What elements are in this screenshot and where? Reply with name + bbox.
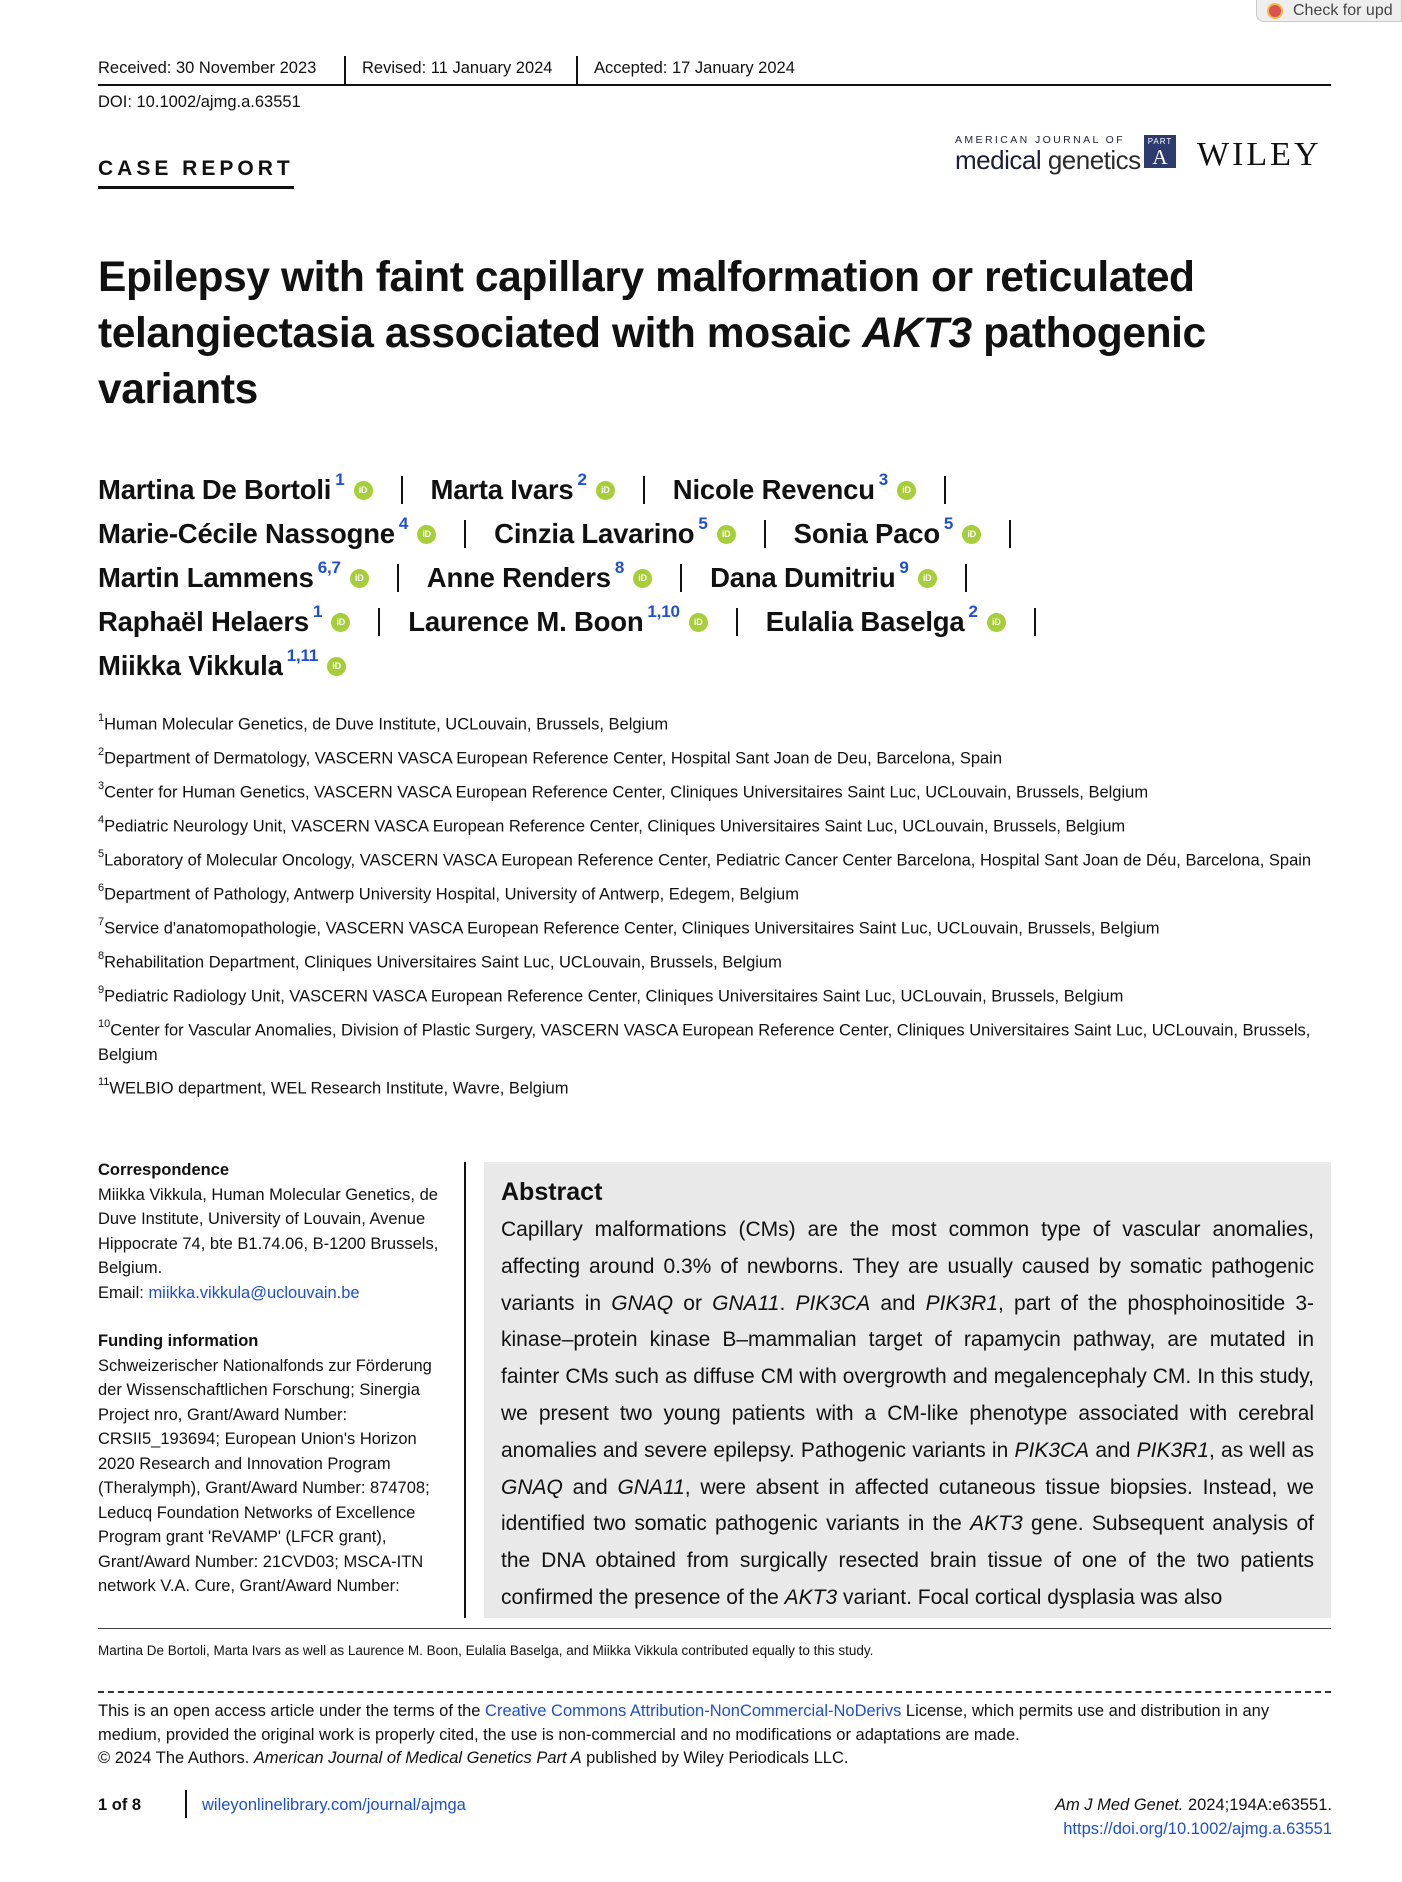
author[interactable] (98, 646, 346, 682)
footnote-rule (98, 1628, 1331, 1629)
author-separator (764, 520, 766, 548)
accepted-date: Accepted: 17 January 2024 (576, 56, 795, 84)
author[interactable] (98, 602, 350, 638)
author-name: Anne Renders (426, 562, 611, 593)
email-link[interactable]: miikka.vikkula@uclouvain.be (148, 1283, 360, 1302)
author-affiliation-ref[interactable]: 6,7 (317, 558, 341, 577)
affiliation-number: 8 (98, 950, 105, 962)
journal-url-link[interactable]: wileyonlinelibrary.com/journal/ajmga (202, 1796, 466, 1814)
copyright-line: © 2024 The Authors. American Journal of Medical Genetics Part A published by Wiley Periodicals LLC. (98, 1749, 849, 1767)
affiliation-number: 2 (98, 746, 105, 758)
article-title (98, 250, 1278, 418)
revised-date: Revised: 11 January 2024 (344, 56, 576, 84)
orcid-icon[interactable]: iD (897, 481, 916, 500)
author-name: Dana Dumitriu (710, 562, 896, 593)
affiliation-text: Human Molecular Genetics, de Duve Institute, UCLouvain, Brussels, Belgium (104, 715, 669, 734)
author-name: Miikka Vikkula (98, 650, 283, 681)
email-label: Email: (98, 1283, 149, 1302)
orcid-icon[interactable]: iD (633, 569, 652, 588)
orcid-icon[interactable]: iD (350, 569, 369, 588)
author[interactable] (98, 558, 369, 594)
author-line (98, 556, 1318, 600)
author[interactable] (710, 558, 937, 594)
author-separator (397, 564, 399, 592)
title-gene: AKT3 (862, 310, 972, 357)
side-column (98, 1158, 450, 1599)
journal-part-badge (1144, 135, 1176, 168)
affiliation-number: 10 (98, 1018, 111, 1030)
orcid-icon[interactable]: iD (354, 481, 373, 500)
affiliation-number: 11 (98, 1076, 110, 1088)
affiliation (98, 912, 1338, 946)
author-separator (944, 476, 946, 504)
author-name: Eulalia Baselga (765, 606, 965, 637)
orcid-icon[interactable]: iD (331, 613, 350, 632)
author-line (98, 644, 1318, 688)
affiliation (98, 708, 1338, 742)
author-name: Nicole Revencu (672, 474, 875, 505)
abstract-box (484, 1162, 1331, 1618)
affiliation-number: 9 (98, 984, 105, 996)
author-affiliation-ref[interactable]: 5 (698, 514, 708, 533)
author-affiliation-ref[interactable]: 1,11 (286, 646, 319, 665)
affiliation-number: 4 (98, 814, 105, 826)
orcid-icon[interactable]: iD (962, 525, 981, 544)
author-separator (643, 476, 645, 504)
author-name: Marie-Cécile Nassogne (98, 518, 395, 549)
author-affiliation-ref[interactable]: 1 (335, 470, 345, 489)
affiliation (98, 1014, 1338, 1072)
author-separator (401, 476, 403, 504)
author-affiliation-ref[interactable]: 3 (878, 470, 889, 489)
author[interactable] (765, 602, 1006, 638)
publisher-logo: WILEY (1197, 136, 1322, 173)
contribution-note: Martina De Bortoli, Marta Ivars as well as Laurence M. Boon, Eulalia Baselga, and Miikka Vikkula contributed equally to this study. (98, 1643, 874, 1658)
author-affiliation-ref[interactable]: 2 (968, 602, 978, 621)
affiliation (98, 810, 1338, 844)
doi-line: DOI: 10.1002/ajmg.a.63551 (98, 93, 301, 111)
author-line (98, 468, 1318, 512)
author-line (98, 512, 1318, 556)
affiliation (98, 980, 1338, 1014)
affiliation-number: 7 (98, 916, 105, 928)
author-separator (378, 608, 380, 636)
author[interactable] (98, 514, 436, 550)
author-name: Martin Lammens (98, 562, 314, 593)
author-line (98, 600, 1318, 644)
author-name: Martina De Bortoli (98, 474, 332, 505)
affiliation-text: Department of Dermatology, VASCERN VASCA European Reference Center, Hospital Sant Joan de Deu, Barcelona, Spain (104, 749, 1003, 768)
orcid-icon[interactable]: iD (327, 657, 346, 676)
crossmark-icon (1267, 3, 1283, 19)
title-part-2: pathogenic variants (98, 310, 1206, 413)
affiliation-number: 3 (98, 780, 105, 792)
funding-text: Schweizerischer Nationalfonds zur Förderung der Wissenschaftlichen Forschung; Sinergia Project nro, Grant/Award Number: CRSII5_193694; European Union's Horizon 2020 Research and Innovation Program (Theralymph), Grant/Award Number: 874708; Leducq Foundation Networks of Excellence Program grant 'ReVAMP' (LFCR grant), Grant/Award Number: 21CVD03; MSCA-ITN network V.A. Cure, Grant/Award Number: (98, 1356, 432, 1595)
author[interactable] (426, 558, 652, 594)
author[interactable] (98, 470, 373, 506)
author-separator (1034, 608, 1036, 636)
orcid-icon[interactable]: iD (689, 613, 708, 632)
author-affiliation-ref[interactable]: 5 (943, 514, 954, 533)
author-affiliation-ref[interactable]: 4 (398, 514, 409, 533)
part-letter: A (1152, 145, 1168, 169)
affiliation-text: WELBIO department, WEL Research Institute, Wavre, Belgium (109, 1079, 569, 1098)
orcid-icon[interactable]: iD (717, 525, 736, 544)
check-for-updates-badge[interactable] (1256, 0, 1402, 22)
affiliation (98, 878, 1338, 912)
side-spacer (98, 1305, 450, 1329)
author-name: Raphaël Helaers (98, 606, 309, 637)
license-divider (98, 1691, 1331, 1693)
license-text: This is an open access article under the terms of the Creative Commons Attribution-NonCommercial-NoDerivs License, which permits use and distribution in any medium, provided the original work is properly cited, the use is non-commercial and no modifications or adaptations are made. (98, 1702, 1270, 1744)
citation-details: 2024;194A:e63551. (1183, 1796, 1332, 1814)
author-affiliation-ref[interactable]: 1 (313, 602, 323, 621)
author-affiliation-ref[interactable]: 9 (899, 558, 909, 577)
author-separator (736, 608, 738, 636)
author[interactable] (430, 470, 615, 506)
orcid-icon[interactable]: iD (417, 525, 436, 544)
citation-journal: Am J Med Genet. (1054, 1796, 1184, 1814)
author-name: Sonia Paco (793, 518, 940, 549)
funding-heading: Funding information (98, 1332, 259, 1350)
part-label: PART (1147, 137, 1173, 146)
affiliation-text: Center for Human Genetics, VASCERN VASCA European Reference Center, Cliniques Universitaires Saint Luc, UCLouvain, Brussels, Belgium (104, 783, 1149, 802)
affiliation (98, 1072, 1338, 1106)
abstract-heading: Abstract (501, 1178, 603, 1206)
received-date: Received: 30 November 2023 (98, 59, 317, 77)
column-divider (464, 1162, 466, 1618)
orcid-icon[interactable]: iD (918, 569, 937, 588)
affiliation-text: Pediatric Neurology Unit, VASCERN VASCA European Reference Center, Cliniques Universitaires Saint Luc, UCLouvain, Brussels, Belgium (104, 817, 1126, 836)
author-separator (680, 564, 682, 592)
author[interactable] (672, 470, 916, 506)
author[interactable] (408, 602, 707, 638)
affiliation-text: Laboratory of Molecular Oncology, VASCERN VASCA European Reference Center, Pediatric Cancer Center Barcelona, Hospital Sant Joan de Déu, Barcelona, Spain (104, 851, 1312, 870)
abstract-text: Capillary malformations (CMs) are the most common type of vascular anomalies, affecting around 0.3% of newborns. They are usually caused by somatic pathogenic variants in GNAQ or GNA11. PIK3CA and PIK3R1, part of the phosphoinositide 3-kinase–protein kinase B–mammalian target of rapamycin pathway, are mutated in fainter CMs such as diffuse CM with overgrowth and megalencephaly CM. In this study, we present two young patients with a CM-like phenotype associated with cerebral anomalies and severe epilepsy. Pathogenic variants in PIK3CA and PIK3R1, as well as GNAQ and GNA11, were absent in affected cutaneous tissue biopsies. Instead, we identified two somatic pathogenic variants in the AKT3 gene. Subsequent analysis of the DNA obtained from surgically resected brain tissue of one of the two patients confirmed the presence of the AKT3 variant. Focal cortical dysplasia was also (501, 1218, 1314, 1609)
author-affiliation-ref[interactable]: 2 (577, 470, 587, 489)
correspondence-heading: Correspondence (98, 1161, 230, 1179)
article-type: CASE REPORT (98, 157, 294, 189)
journal-logo-word-1: medical (955, 145, 1048, 175)
affiliation-number: 5 (98, 848, 105, 860)
author-affiliation-ref[interactable]: 8 (614, 558, 625, 577)
license-block (98, 1700, 1333, 1771)
journal-logo-word-2: genetics (1047, 145, 1141, 175)
author-affiliation-ref[interactable]: 1,10 (647, 602, 680, 621)
orcid-icon[interactable]: iD (596, 481, 615, 500)
author-list (98, 468, 1318, 688)
affiliation-text: Service d'anatomopathologie, VASCERN VASCA European Reference Center, Cliniques Universitaires Saint Luc, UCLouvain, Brussels, Belgium (104, 919, 1160, 938)
affiliation-number: 6 (98, 882, 105, 894)
page-count: 1 of 8 (98, 1796, 142, 1814)
affiliation (98, 844, 1338, 878)
author-name: Cinzia Lavarino (494, 518, 695, 549)
author[interactable] (793, 514, 982, 550)
affiliation-text: Center for Vascular Anomalies, Division of Plastic Surgery, VASCERN VASCA European Reference Center, Cliniques Universitaires Saint Luc, UCLouvain, Brussels, Belgium (98, 1021, 1311, 1064)
author-name: Marta Ivars (430, 474, 574, 505)
journal-logo-top: AMERICAN JOURNAL OF (955, 134, 1126, 146)
author-name: Laurence M. Boon (408, 606, 644, 637)
affiliation-text: Rehabilitation Department, Cliniques Universitaires Saint Luc, UCLouvain, Brussels, Belgium (104, 953, 782, 972)
affiliation-text: Pediatric Radiology Unit, VASCERN VASCA European Reference Center, Cliniques Universitaires Saint Luc, UCLouvain, Brussels, Belgium (104, 987, 1124, 1006)
doi-link[interactable]: https://doi.org/10.1002/ajmg.a.63551 (1063, 1820, 1332, 1838)
author-separator (965, 564, 967, 592)
affiliation-text: Department of Pathology, Antwerp University Hospital, University of Antwerp, Edegem, Belgium (104, 885, 799, 904)
author-separator (464, 520, 466, 548)
affiliation (98, 946, 1338, 980)
orcid-icon[interactable]: iD (987, 613, 1006, 632)
journal-logo (955, 134, 1141, 175)
affiliation (98, 776, 1338, 810)
check-updates-label: Check for upd (1293, 1, 1393, 19)
journal-logo-main (955, 145, 1141, 175)
correspondence-email-line (98, 1281, 450, 1306)
citation (1055, 1796, 1332, 1815)
author-separator (1009, 520, 1011, 548)
license-link[interactable]: Creative Commons Attribution-NonCommercial-NoDerivs (485, 1702, 902, 1720)
title-part-1: Epilepsy with faint capillary malformation or reticulated telangiectasia associated with mosaic (98, 254, 1195, 357)
correspondence-text: Miikka Vikkula, Human Molecular Genetics, de Duve Institute, University of Louvain, Avenue Hippocrate 74, bte B1.74.06, B-1200 Brussels, Belgium. (98, 1185, 439, 1277)
affiliation-number: 1 (98, 712, 105, 724)
affiliation-list (98, 708, 1338, 1106)
author[interactable] (494, 514, 736, 550)
article-history (98, 56, 1331, 86)
affiliation (98, 742, 1338, 776)
footer-divider (185, 1790, 187, 1818)
